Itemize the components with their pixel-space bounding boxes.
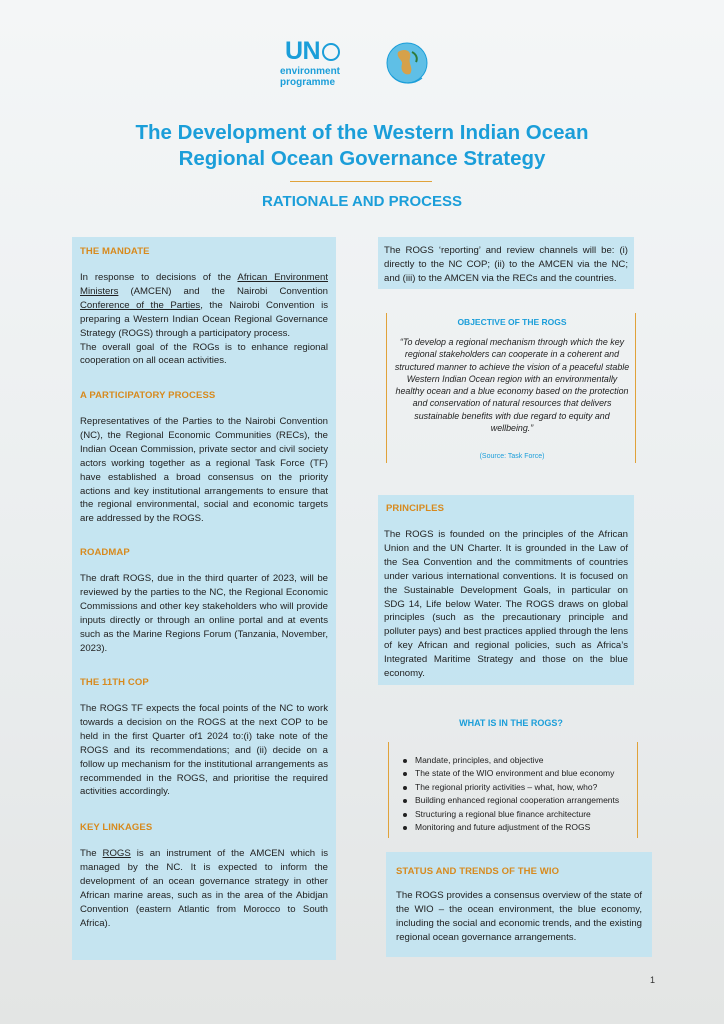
nairobi-convention-logo: [382, 38, 432, 88]
participatory-text: Representatives of the Parties to the Nairobi Convention (NC), the Regional Economic Communities (RECs), the Indian Ocean Commission, private sector and civil society actors working together as a regional Task Force (TF) have established a broad consensus on the priority actions and key institutional arrangements to ensure that the regional environmental, social and economic targets are addressed by the ROGS.: [80, 416, 328, 525]
page-subtitle: RATIONALE AND PROCESS: [261, 193, 462, 210]
section-mandate: [80, 246, 328, 368]
un-logo-subtext: [280, 66, 340, 88]
section-11th-cop: [80, 677, 328, 799]
principles-heading: PRINCIPLES: [386, 503, 445, 514]
section-key-linkages: [80, 822, 328, 930]
linkages-text-a: The: [80, 848, 103, 859]
objective-box: [386, 313, 636, 463]
un-emblem-icon: [322, 43, 340, 61]
reporting-text: The ROGS ‘reporting’ and review channels will be: (i) directly to the NC COP; (ii) to the AMCEN via the NC; and (iii) to the AMCEN via the RECs and the countries.: [384, 245, 628, 284]
whats-in-list: [403, 754, 637, 834]
whats-in-heading: WHAT IS IN THE ROGS?: [459, 718, 563, 728]
left-panel: [72, 237, 336, 960]
section-participatory: [80, 390, 328, 526]
list-item: Structuring a regional blue finance architecture: [403, 808, 637, 821]
section-roadmap: [80, 547, 328, 655]
objective-source: (Source: Task Force): [479, 453, 545, 460]
amcen-link[interactable]: African Environment Ministers: [80, 272, 328, 297]
list-item: Monitoring and future adjustment of the ROGS: [403, 821, 637, 834]
objective-heading: OBJECTIVE OF THE ROGS: [457, 317, 567, 327]
reporting-panel: [378, 237, 634, 289]
roadmap-heading: ROADMAP: [80, 547, 130, 558]
status-text: The ROGS provides a consensus overview of the state of the WIO – the ocean environment, the blue economy, including the social and economic trends, and the existing regional ocean governance arrangements.: [396, 890, 642, 943]
title-divider: [290, 181, 432, 182]
principles-text: The ROGS is founded on the principles of the African Union and the UN Charter. It is grounded in the Law of the Sea Convention and the commitments of countries under various international conventions. It is focused on the Sustainable Development Goals, in particular on SDG 14, Life below Water. The ROGS draws on global principles (such as the precautionary principle and polluter pays) and best practices applied through the lens of key African and regional policies, such as Africa’s Integrated Maritime Strategy and those on the blue economy.: [384, 529, 628, 680]
linkages-heading: KEY LINKAGES: [80, 822, 153, 833]
list-item: The state of the WIO environment and blue economy: [403, 767, 637, 780]
un-logo-sub-line2: programme: [280, 77, 336, 88]
list-item: Building enhanced regional cooperation arrangements: [403, 794, 637, 807]
page-number: 1: [650, 975, 656, 985]
whats-in-box: [388, 742, 638, 838]
roadmap-text: The draft ROGS, due in the third quarter of 2023, will be reviewed by the parties to the NC, the Regional Economic Commissions and other key stakeholders who will provide inputs directly or through an online portal and at events such as the Marine Regions Forum (Tanzania, November, 2023).: [80, 573, 328, 654]
principles-panel: [378, 495, 634, 685]
cop-text: The ROGS TF expects the focal points of the NC to work towards a decision on the ROGS at the next COP to be held in the first Quarter of1 2024 to:(i) take note of the ROGS and its recommendations; and (ii) decide on a follow up mechanism for the institutional arrangements as recommended in the ROGS, and prioritise the required activities accordingly.: [80, 703, 328, 798]
mandate-text-a: In response to decisions of the: [80, 272, 238, 283]
participatory-heading: A PARTICIPATORY PROCESS: [80, 390, 216, 401]
linkages-text-b: is an instrument of the AMCEN which is managed by the NC. It is expected to inform the development of an ocean governance strategy in other African marine areas, such as in the area of the Abidjan Convention (eastern Atlantic from Morocco to South Africa).: [80, 848, 329, 929]
un-environment-logo: [285, 38, 340, 64]
objective-quote: “To develop a regional mechanism through which the key regional stakeholders can cooperate in a coherent and structured manner to achieve the vision of a peaceful stable Western Indian Ocean region with an environmentally healthy ocean and a blue economy based on the protection and conservation of natural resources that delivers sustainable benefits with due regard to equity and wellbeing.”: [394, 337, 630, 434]
un-logo-letters: UN: [285, 37, 321, 65]
rogs-link[interactable]: ROGS: [102, 848, 131, 859]
cop-heading: THE 11TH COP: [80, 677, 149, 688]
mandate-text-b: (AMCEN) and the Nairobi Convention: [118, 285, 328, 297]
mandate-text-c: , the Nairobi Convention is preparing a Western Indian Ocean Regional Governance Strategy (ROGS) through a participatory process.: [80, 299, 328, 339]
linkages-text: [80, 847, 328, 930]
status-panel: [386, 852, 652, 957]
title-line-1: The Development of the Western Indian Ocean: [135, 121, 589, 144]
page-title: [0, 120, 724, 172]
mandate-goal: The overall goal of the ROGs is to enhance regional cooperation on all ocean activities.: [80, 341, 328, 367]
list-item: The regional priority activities – what, how, who?: [403, 781, 637, 794]
list-item: Mandate, principles, and objective: [403, 754, 637, 767]
mandate-heading: THE MANDATE: [80, 246, 150, 257]
cop-link[interactable]: Conference of the Parties: [80, 299, 201, 311]
un-logo-sub-line1: environment: [280, 66, 341, 77]
mandate-paragraph: [80, 271, 328, 341]
title-line-2: Regional Ocean Governance Strategy: [178, 147, 546, 170]
status-heading: STATUS AND TRENDS OF THE WIO: [396, 866, 560, 877]
